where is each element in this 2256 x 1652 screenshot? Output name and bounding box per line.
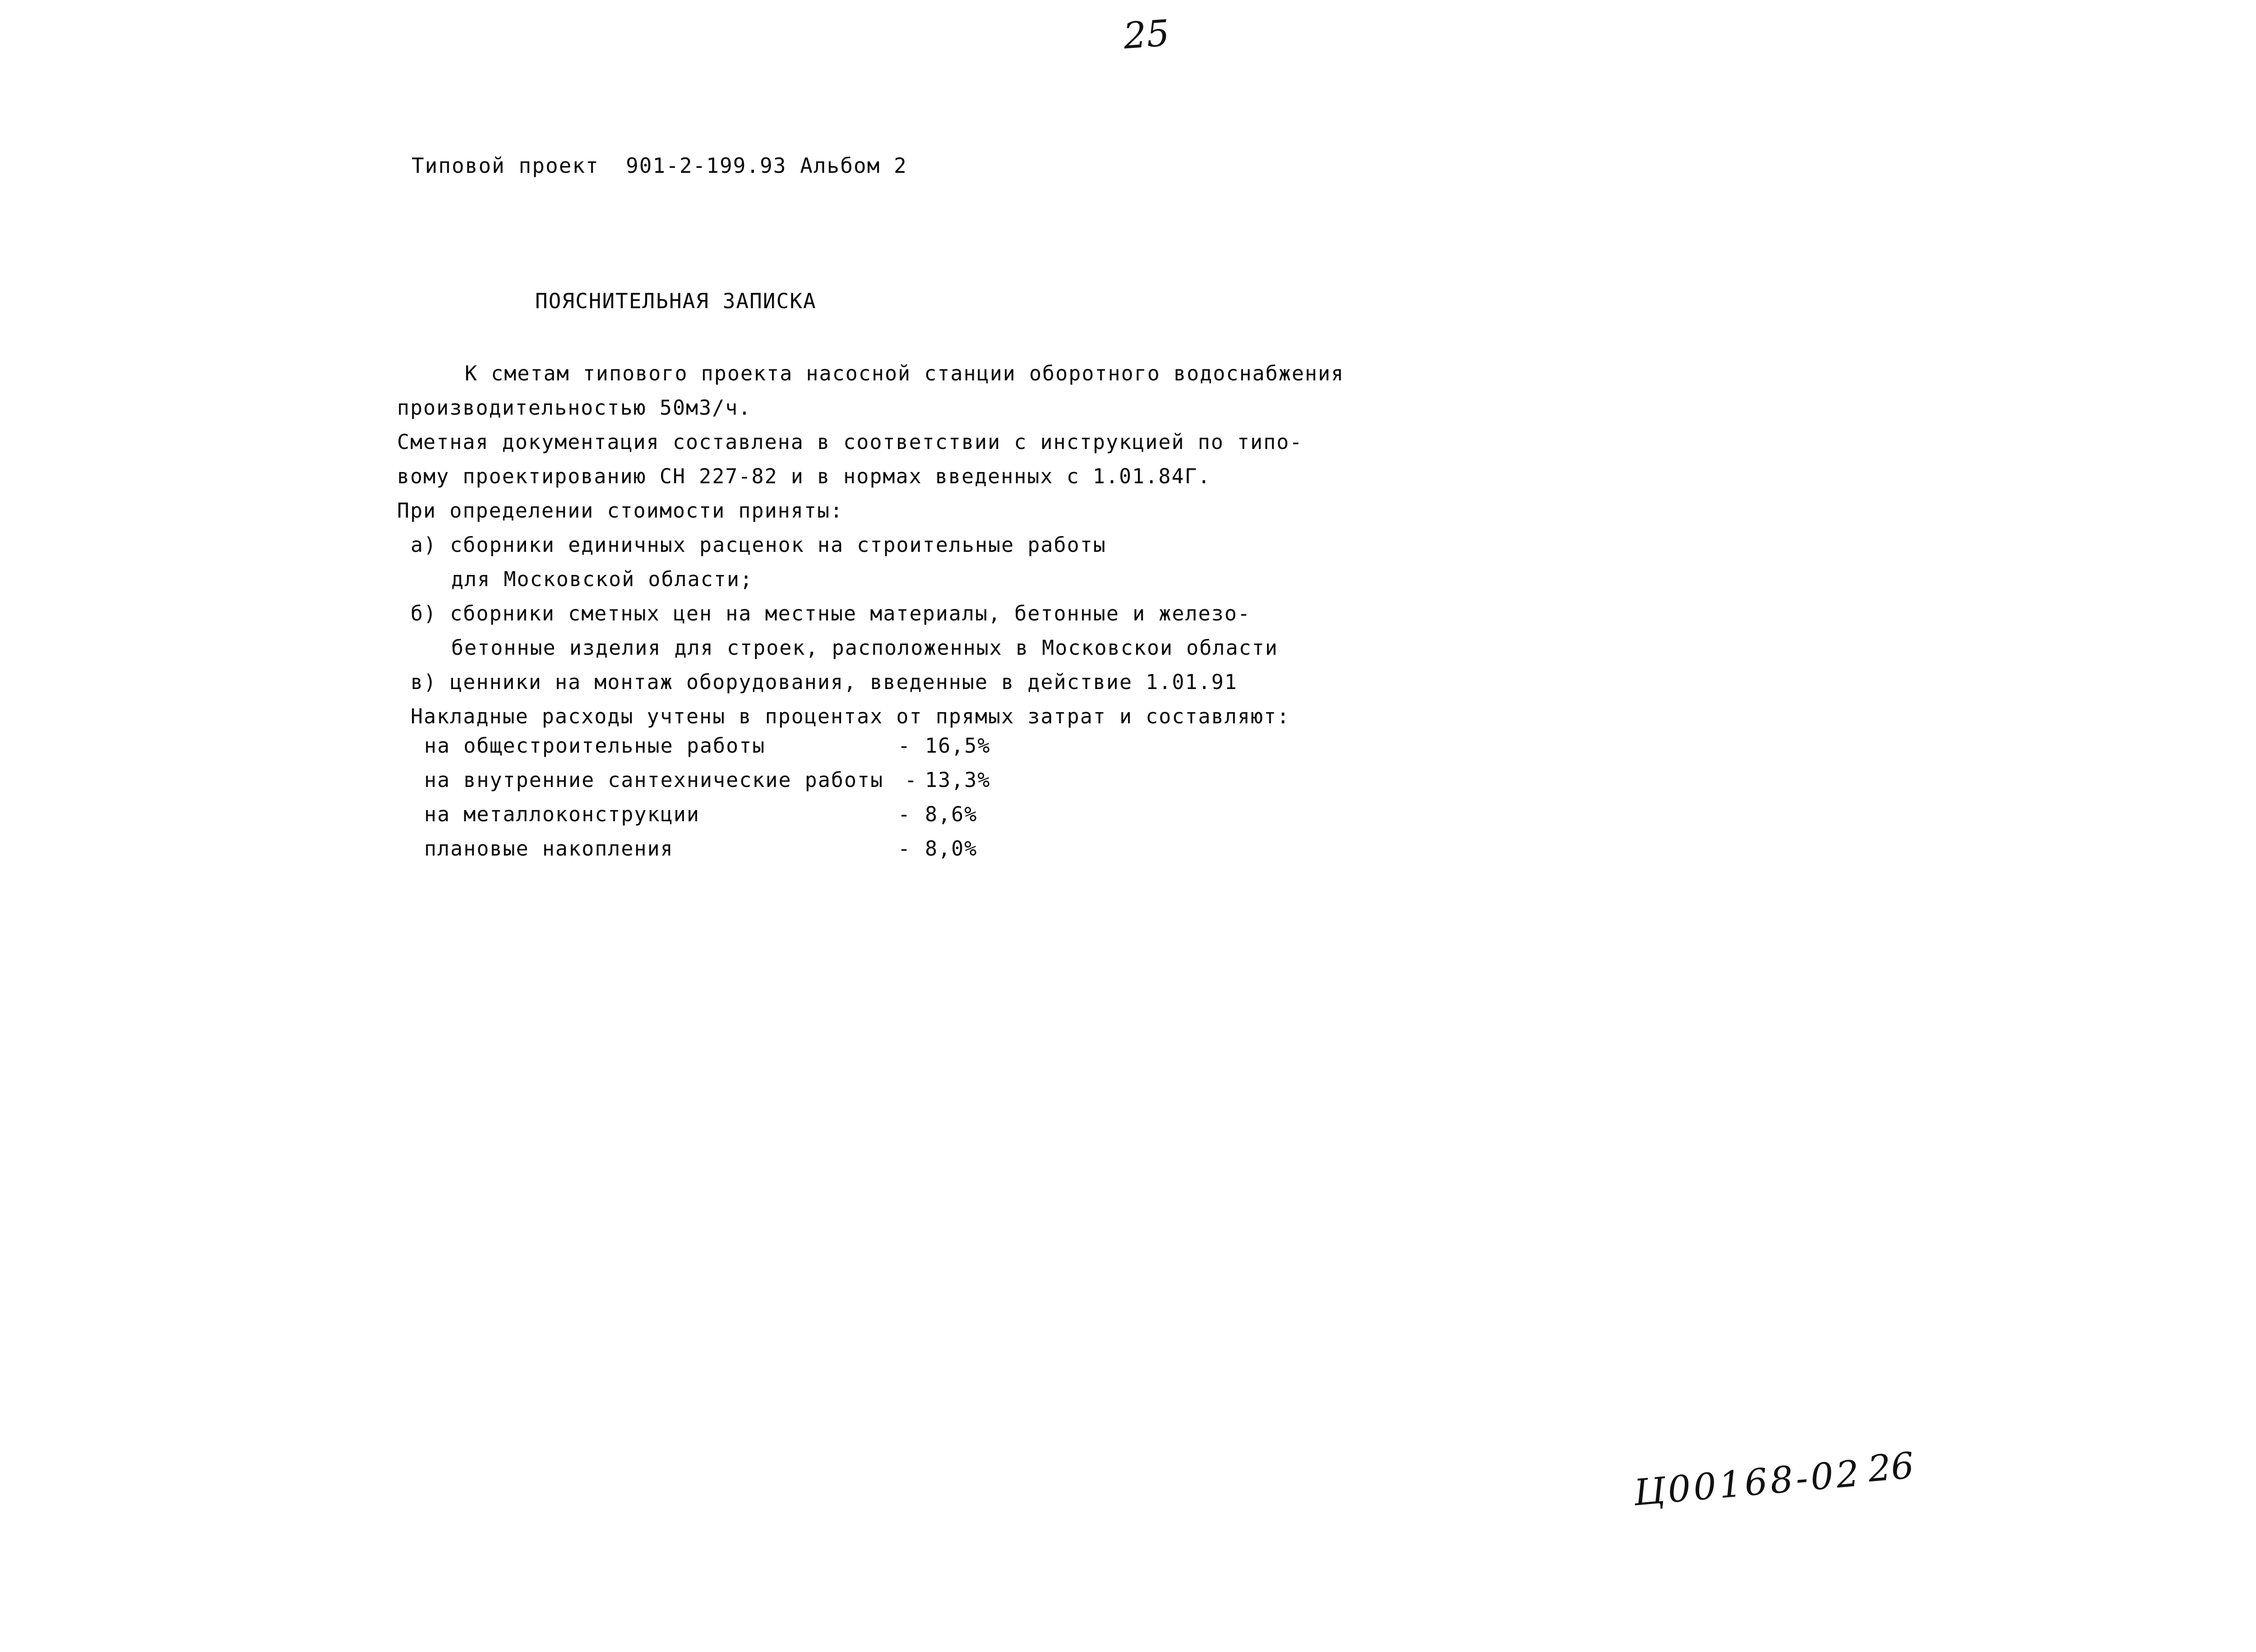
overhead-intro: Накладные расходы учтены в процентах от прямых затрат и составляют: [411,704,1290,728]
rate-row [424,832,1056,866]
list-item-a: а) сборники единичных расценок на строительные работы [411,533,1106,557]
list-item-a-continuation: для Московской области; [451,567,754,591]
rate-row [424,797,1056,832]
project-header: Типовой проект 901-2-199.93 Альбом 2 [411,153,907,178]
text-line: вому проектированию СН 227-82 и в нормах введенных с 1.01.84Г. [397,464,1211,488]
explanatory-text [397,356,1471,734]
text-line: При определении стоимости приняты: [397,499,844,523]
page-title: ПОЯСНИТЕЛЬНАЯ ЗАПИСКА [535,289,817,313]
handwritten-document-code: Ц00168-02 [1632,1452,1864,1514]
rate-value: 8,6% [925,802,978,826]
text-line: К сметам типового проекта насосной станции оборотного водоснабжения [465,361,1345,385]
rate-value: 8,0% [925,837,978,861]
text-line: производительностью 50м3/ч. [397,396,752,420]
list-item-b-continuation: бетонные изделия для строек, расположенных в Московскои области [451,636,1278,660]
rate-dash: - [898,837,911,861]
rate-value: 16,5% [925,734,991,758]
rate-label: на внутренние сантехнические работы [424,768,884,792]
rate-dash: - [898,734,911,758]
overhead-rates-table [424,729,1056,866]
rate-row [424,729,1056,763]
list-item-b: б) сборники сметных цен на местные материалы, бетонные и железо- [411,602,1251,625]
list-item-c: в) ценники на монтаж оборудования, введенные в действие 1.01.91 [411,670,1238,694]
rate-row [424,763,1056,797]
rate-value: 13,3% [925,768,991,792]
rate-label: на общестроительные работы [424,734,766,758]
rate-label: на металлоконструкции [424,802,700,826]
rate-dash: - [905,768,918,792]
handwritten-page-number-top: 25 [1122,12,1171,57]
handwritten-page-number-bottom: 26 [1866,1444,1916,1490]
text-line: Сметная документация составлена в соответствии с инструкцией по типо- [397,430,1303,454]
rate-dash: - [898,802,911,826]
rate-label: плановые накопления [424,837,674,861]
